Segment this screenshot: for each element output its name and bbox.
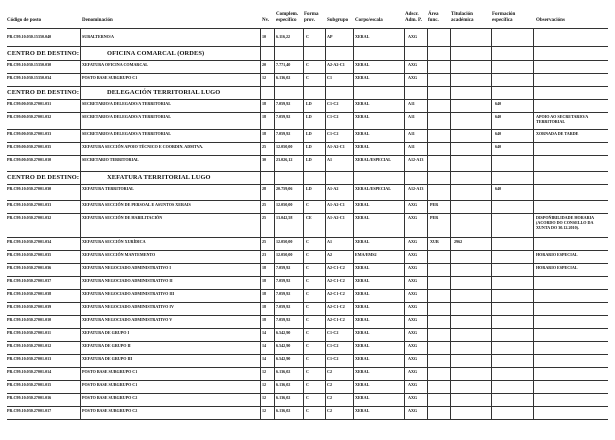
cell-forma: C [306,34,309,39]
cell-level: 18 [262,317,267,322]
cell-corps: XERAL [355,131,370,136]
cell-corps: XERAL [355,114,370,119]
cell-forma: C [306,278,309,283]
section-title: XEFATURA TERRITORIAL LUGO [107,174,211,181]
cell-sub: A2-C1-C2 [327,278,345,283]
cell-comp: 7.771,40 [276,62,291,67]
cell-name: POSTO BASE SUBGRUPO C1 [82,75,138,80]
section-heading [7,50,204,57]
cell-adm: AXG [408,278,418,283]
cell-name: POSTO BASE SUBGRUPO C2 [82,395,138,400]
cell-forma: C [306,408,309,413]
cell-corps: XERAL [355,215,370,220]
cell-corps: XERAL [355,343,370,348]
cell-comp: 7.059,92 [276,278,291,283]
cell-adm: A11 [408,101,415,106]
section-title: DELEGACIÓN TERRITORIAL LUGO [107,89,221,96]
cell-comp: 12.050,00 [276,144,293,149]
cell-comp: 12.050,00 [276,252,293,257]
header-code: Código de posto [7,18,42,23]
cell-code: PR.C99.10.030.27001.015 [7,382,52,387]
cell-form: 640 [495,144,502,149]
cell-level: 18 [262,278,267,283]
cell-level: 18 [262,304,267,309]
cell-comp: 7.059,92 [276,114,291,119]
cell-sub: C1-C2 [327,356,339,361]
cell-code: PR.C99.10.030.15350.030 [7,62,52,67]
column-divider [533,28,534,419]
cell-forma: C [306,202,309,207]
cell-adm: AXG [408,239,418,244]
cell-name: XEFATURA NEGOCIADO ADMINISTRATIVO V [82,317,173,322]
cell-adm: AXG [408,317,418,322]
row-divider [7,171,608,172]
cell-adm: AXG [408,215,418,220]
cell-code: PR.C99.10.030.27001.034 [7,239,52,244]
row-divider [7,315,608,316]
cell-sub: C1-C2 [327,101,339,106]
cell-code: PR.C99.10.030.27001.013 [7,356,52,361]
row-divider [7,73,608,74]
cell-name: XEFATURA OFICINA COMARCAL [82,62,149,67]
cell-forma: LD [306,157,312,162]
cell-adm: AXG [408,62,418,67]
row-divider [7,213,608,214]
column-divider [353,28,354,419]
cell-form: 640 [495,101,502,106]
cell-obs: APOIO AO SECRETARIO/A TERRITORIAL [536,114,589,124]
cell-name: SUBALTERNO/A [82,34,114,39]
cell-comp: 6.116,22 [276,34,291,39]
cell-corps: XERAL/ESPECIAL [355,157,391,162]
cell-corps: XERAL [355,382,370,387]
cell-form: 640 [495,131,502,136]
cell-name: POSTO BASE SUBGRUPO C2 [82,408,138,413]
cell-sub: A2-C1-C2 [327,265,345,270]
cell-name: XEFATURA DE GRUPO I [82,330,130,335]
cell-adm: AXG [408,252,418,257]
row-divider [7,328,608,329]
cell-code: PR.C99.10.030.27001.037 [7,278,52,283]
cell-sub: C1-C2 [327,343,339,348]
cell-level: 12 [262,75,267,80]
cell-comp: 6.136,02 [276,395,291,400]
cell-adm: AXG [408,330,418,335]
cell-code: PR.C99.10.030.27001.011 [7,330,52,335]
cell-forma: C [306,317,309,322]
cell-level: 14 [262,343,267,348]
section-heading [7,89,220,96]
cell-obs: HORARIO ESPECIAL [536,252,578,257]
cell-name: XEFATURA SECCIÓN MANTEMENTO [82,252,156,257]
cell-sub: A2-C1-C2 [327,291,345,296]
row-divider [7,129,608,130]
column-divider [80,28,81,419]
cell-forma: C [306,343,309,348]
cell-code: PR.C99.10.030.27001.016 [7,395,52,400]
cell-level: 18 [262,265,267,270]
cell-corps: XERAL [355,75,370,80]
cell-corps: XERAL [355,356,370,361]
cell-name: SECRETARIO/A DELEGADO/A TERRITORIAL [82,114,171,119]
cell-sub: C2 [327,395,333,400]
cell-name: POSTO BASE SUBGRUPO C1 [82,382,138,387]
cell-comp: 12.050,00 [276,202,293,207]
cell-forma: LD [306,114,312,119]
cell-comp: 6.136,02 [276,408,291,413]
cell-adm: AXG [408,343,418,348]
cell-level: 12 [262,369,267,374]
cell-comp: 7.059,92 [276,304,291,309]
cell-corps: XERAL [355,291,370,296]
row-divider [7,406,608,407]
cell-name: XEFATURA DE GRUPO II [82,343,131,348]
header-subgroup: Subgrupo [327,18,349,23]
cell-obs: DISPOÑIBILIDADE HORARIA (ACORDO DO CONSELLO DA XUNTA DO 30.12.2010). [536,215,594,230]
cell-adm: A11 [408,144,415,149]
cell-sub: A1-A2-C1 [327,202,345,207]
cell-form: 640 [495,114,502,119]
section-heading [7,174,211,181]
cell-form: 640 [495,186,502,191]
cell-code: PR.C99.00.030.27001.032 [7,114,52,119]
cell-adm: AXG [408,395,418,400]
cell-comp: 12.050,00 [276,239,293,244]
row-divider [7,155,608,156]
cell-name: XEFATURA SECCIÓN DE HABILITACIÓN [82,215,163,220]
row-divider [7,367,608,368]
header-area: Área func. [428,12,439,23]
cell-name: XEFATURA NEGOCIADO ADMINISTRATIVO IV [82,304,174,309]
cell-sub: A2-C1-C2 [327,304,345,309]
cell-code: PR.C99.00.030.27001.035 [7,144,52,149]
cell-name: XEFATURA NEGOCIADO ADMINISTRATIVO II [82,278,173,283]
row-divider [7,302,608,303]
column-divider [325,28,326,419]
cell-name: SECRETARIO TERRITORIAL [82,157,139,162]
cell-adm: AXG [408,202,418,207]
row-divider [7,276,608,277]
cell-level: 23 [262,252,267,257]
row-divider [7,341,608,342]
cell-level: 14 [262,330,267,335]
cell-code: PR.C99.10.030.27001.030 [7,186,52,191]
header-adscription: Adscr. Adm. P. [405,12,422,23]
cell-sub: C1 [327,75,333,80]
row-divider [7,60,608,61]
cell-level: 25 [262,202,267,207]
cell-code: PR.C99.10.030.27001.033 [7,202,52,207]
cell-sub: A2-C1-C2 [327,317,345,322]
cell-forma: C [306,75,309,80]
row-divider [7,46,608,47]
cell-corps: XERAL/ESPECIAL [355,186,391,191]
cell-comp: 7.059,92 [276,101,291,106]
cell-code: PR.C99.10.030.27001.010 [7,317,52,322]
row-divider [7,99,608,100]
cell-area: XUR [430,239,439,244]
row-divider [7,419,608,420]
cell-corps: EMA/EMS2 [355,252,377,257]
cell-name: XEFATURA TERRITORIAL [82,186,134,191]
cell-code: PR.C99.10.030.27001.032 [7,215,52,220]
cell-level: 18 [262,131,267,136]
row-divider [7,250,608,251]
cell-adm: A11 [408,114,415,119]
cell-corps: XERAL [355,144,370,149]
cell-name: SECRETARIO/A DELEGADO/A TERRITORIAL [82,131,171,136]
column-divider [450,28,451,419]
header-corps: Corpo/escala [355,18,383,23]
cell-adm: AXG [408,34,418,39]
cell-forma: C [306,291,309,296]
cell-code: PR.C99.00.030.27001.033 [7,131,52,136]
cell-level: 20 [262,62,267,67]
cell-name: XEFATURA NEGOCIADO ADMINISTRATIVO III [82,291,175,296]
cell-adm: AXG [408,75,418,80]
cell-forma: C [306,369,309,374]
cell-comp: 6.136,02 [276,75,291,80]
cell-code: PR.C99.00.030.27001.010 [7,157,52,162]
cell-forma: C [306,252,309,257]
cell-level: 18 [262,101,267,106]
header-forma-prov: Forma prov. [304,12,319,23]
cell-forma: C [306,330,309,335]
row-divider [7,142,608,143]
cell-adm: AXG [408,356,418,361]
cell-forma: C [306,395,309,400]
cell-comp: 6.542,90 [276,356,291,361]
cell-comp: 23.026,12 [276,157,293,162]
cell-name: XEFATURA DE GRUPO III [82,356,133,361]
cell-code: PR.C99.10.030.15350.040 [7,34,52,39]
cell-level: 12 [262,395,267,400]
header-titulacion: Titulación académica [451,12,474,23]
cell-name: POSTO BASE SUBGRUPO C1 [82,369,138,374]
cell-level: 25 [262,144,267,149]
cell-sub: A2-A2-C1 [327,62,345,67]
header-observations: Observacións [536,18,565,23]
cell-level: 25 [262,215,267,220]
cell-corps: XERAL [355,101,370,106]
cell-sub: A1 [327,239,333,244]
cell-comp: 6.542,90 [276,330,291,335]
cell-obs: HORARIO ESPECIAL [536,265,578,270]
cell-name: XEFATURA SECCIÓN APOIO TÉCNICO E COORDIN. ADMTVA. [82,144,204,149]
cell-sub: A2 [327,252,333,257]
cell-adm: A12-A13 [408,186,424,191]
cell-comp: 7.059,92 [276,131,291,136]
row-divider [7,263,608,264]
cell-comp: 6.136,02 [276,369,291,374]
cell-forma: C [306,239,309,244]
cell-comp: 6.542,90 [276,343,291,348]
cell-sub: C2 [327,382,333,387]
cell-area: PER [430,215,439,220]
cell-sub: C2 [327,408,333,413]
cell-corps: XERAL [355,62,370,67]
column-divider [404,28,405,419]
cell-code: PR.C99.10.030.27001.012 [7,343,52,348]
cell-adm: A11 [408,131,415,136]
cell-code: PR.C99.10.030.15350.034 [7,75,52,80]
cell-code: PR.C99.00.030.27001.031 [7,101,52,106]
cell-comp: 7.059,92 [276,265,291,270]
cell-code: PR.C99.10.030.27001.017 [7,408,52,413]
section-label: CENTRO DE DESTINO: [7,89,80,96]
row-divider [7,184,608,185]
cell-level: 30 [262,157,267,162]
cell-forma: LD [306,186,312,191]
cell-corps: XERAL [355,265,370,270]
cell-adm: AXG [408,382,418,387]
cell-comp: 13.042,58 [276,215,293,220]
cell-corps: XERAL [355,239,370,244]
row-divider [7,200,608,201]
cell-level: 18 [262,114,267,119]
cell-comp: 6.136,02 [276,382,291,387]
cell-sub: A1-A2 [327,186,339,191]
cell-sub: A1-A2-C1 [327,215,345,220]
cell-forma: LD [306,144,312,149]
cell-level: 25 [262,239,267,244]
section-title: OFICINA COMARCAL (ORDES) [107,50,205,57]
cell-code: PR.C99.10.030.27001.035 [7,252,52,257]
header-name: Denominación [82,18,113,23]
cell-sub: C1-C2 [327,330,339,335]
cell-level: 12 [262,382,267,387]
cell-comp: 20.759,06 [276,186,293,191]
cell-level: 12 [262,408,267,413]
cell-forma: C [306,265,309,270]
header-formacion: Formación específica [492,12,516,23]
row-divider [7,354,608,355]
cell-code: PR.C99.10.030.27001.014 [7,369,52,374]
cell-corps: XERAL [355,369,370,374]
section-label: CENTRO DE DESTINO: [7,50,80,57]
cell-sub: C2 [327,369,333,374]
cell-name: SECRETARIO/A DELEGADO/A TERRITORIAL [82,101,171,106]
cell-adm: AXG [408,265,418,270]
cell-corps: XERAL [355,304,370,309]
cell-name: XEFATURA SECCIÓN DE PERSOAL E ASUNTOS XERAIS [82,202,191,207]
cell-code: PR.C99.10.030.27001.036 [7,265,52,270]
cell-forma: C [306,62,309,67]
cell-corps: XERAL [355,395,370,400]
cell-adm: AXG [408,408,418,413]
cell-forma: LD [306,131,312,136]
row-divider [7,380,608,381]
header-level: Nv. [262,18,270,23]
row-divider [7,28,608,29]
cell-forma: C [306,304,309,309]
row-divider [7,237,608,238]
cell-tit: 2962 [454,239,463,244]
cell-area: PER [430,202,439,207]
cell-comp: 7.059,92 [276,317,291,322]
row-divider [7,86,608,87]
header-complement: Complem. específico [276,12,299,23]
row-divider [7,393,608,394]
cell-sub: AP [327,34,333,39]
cell-corps: XERAL [355,317,370,322]
cell-forma: C [306,356,309,361]
cell-adm: AXG [408,291,418,296]
cell-level: 18 [262,291,267,296]
cell-forma: LD [306,101,312,106]
cell-sub: A1 [327,157,333,162]
column-divider [303,28,304,419]
row-divider [7,289,608,290]
cell-corps: XERAL [355,278,370,283]
cell-code: PR.C99.10.030.27001.039 [7,304,52,309]
cell-obs: XORNADA DE TARDE [536,131,579,136]
cell-sub: C1-C2 [327,114,339,119]
cell-adm: AXG [408,369,418,374]
cell-forma: CE [306,215,312,220]
column-divider [274,28,275,419]
cell-corps: XERAL [355,408,370,413]
cell-sub: A1-A2-C1 [327,144,345,149]
row-divider [7,112,608,113]
cell-level: 28 [262,186,267,191]
cell-corps: XERAL [355,202,370,207]
cell-adm: AXG [408,304,418,309]
cell-level: 14 [262,356,267,361]
cell-comp: 7.059,92 [276,291,291,296]
column-divider [260,28,261,419]
cell-name: XEFATURA SECCIÓN XURÍDICA [82,239,146,244]
column-divider [491,28,492,419]
cell-name: XEFATURA NEGOCIADO ADMINISTRATIVO I [82,265,171,270]
section-label: CENTRO DE DESTINO: [7,174,80,181]
cell-corps: XERAL [355,330,370,335]
cell-corps: XERAL [355,34,370,39]
cell-forma: C [306,382,309,387]
cell-sub: C1-C2 [327,131,339,136]
cell-code: PR.C99.10.030.27001.038 [7,291,52,296]
cell-level: 10 [262,34,267,39]
cell-adm: A12-A13 [408,157,424,162]
